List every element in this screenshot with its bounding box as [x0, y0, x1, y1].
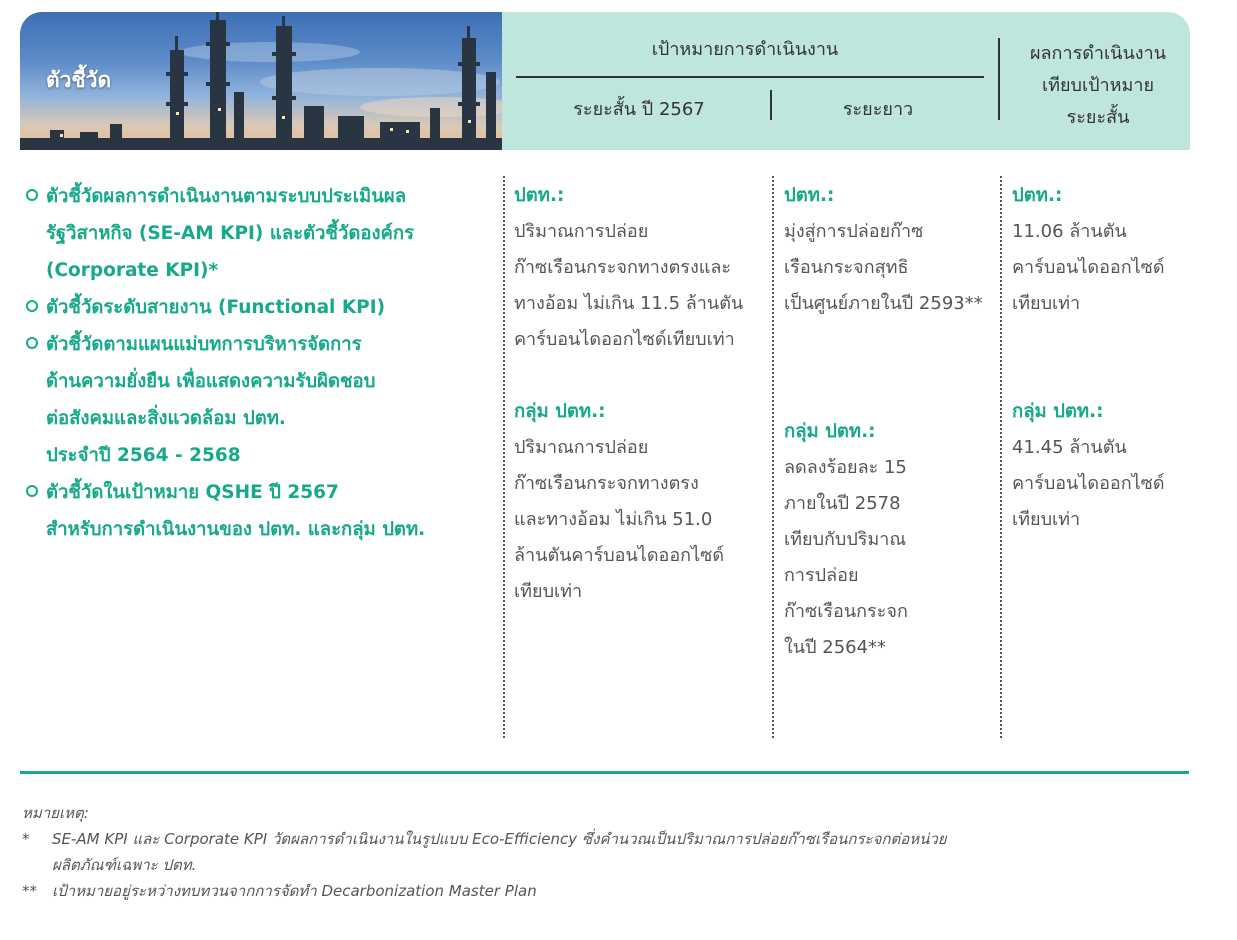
spacer: [784, 322, 983, 394]
target-line: ก๊าซเรือนกระจกทางตรงและ: [514, 257, 732, 278]
kpi-line: ตัวชี้วัดในเป้าหมาย QSHE ปี 2567: [46, 482, 339, 503]
result-line: เทียบเท่า: [1012, 509, 1081, 530]
target-line: เทียบเท่า: [514, 581, 583, 602]
target-line: ก๊าซเรือนกระจกทางตรง: [514, 473, 699, 494]
target-line: เทียบกับปริมาณ: [784, 529, 907, 550]
target-column-title: เป้าหมายการดำเนินงาน: [651, 39, 839, 60]
ptt-group-label: กลุ่ม ปตท.:: [514, 401, 606, 422]
kpi-item: [24, 178, 504, 289]
footnote-item: [22, 826, 1202, 878]
result-line: 11.06 ล้านตัน: [1012, 221, 1127, 242]
bullet-circle-icon: [26, 337, 38, 349]
result-line: คาร์บอนไดออกไซด์: [1012, 257, 1165, 278]
long-term-column: [784, 178, 983, 666]
table-header: [20, 12, 1190, 150]
kpi-line: ตัวชี้วัดระดับสายงาน (Functional KPI): [46, 297, 386, 318]
target-line: การปล่อย: [784, 565, 859, 586]
kpi-item: [24, 289, 504, 326]
header-divider-vertical-result: [998, 38, 1000, 120]
target-line: ในปี 2564**: [784, 637, 887, 658]
ptt-group-label: กลุ่ม ปตท.:: [784, 421, 876, 442]
result-title-line: ระยะสั้น: [1066, 107, 1130, 128]
ptt-label: ปตท.:: [784, 185, 835, 206]
ptt-group-label: กลุ่ม ปตท.:: [1012, 401, 1104, 422]
kpi-line: ต่อสังคมและสิ่งแวดล้อม ปตท.: [46, 408, 286, 429]
footnote-line: SE-AM KPI และ Corporate KPI วัดผลการดำเนินงานในรูปแบบ Eco-Efficiency ซึ่งคำนวณเป็นปริมาณการปล่อยก๊าซเรือนกระจกต่อหน่วย: [52, 830, 947, 848]
kpi-line: (Corporate KPI)*: [46, 260, 219, 281]
target-line: ปริมาณการปล่อย: [514, 221, 649, 242]
kpi-item: [24, 474, 504, 548]
target-line: ภายในปี 2578: [784, 493, 901, 514]
long-term-column-title: ระยะยาว: [842, 99, 914, 120]
ptt-label: ปตท.:: [514, 185, 565, 206]
kpi-line: ตัวชี้วัดตามแผนแม่บทการบริหารจัดการ: [46, 334, 362, 355]
footnote-line: ผลิตภัณฑ์เฉพาะ ปตท.: [52, 856, 197, 874]
footnote-mark: **: [22, 882, 37, 900]
column-divider-dotted: [1000, 176, 1002, 738]
footnote-line: เป้าหมายอยู่ระหว่างทบทวนจากการจัดทำ Decarbonization Master Plan: [52, 882, 537, 900]
footer-divider: [20, 771, 1189, 774]
short-term-column: [514, 178, 743, 610]
short-term-column-title: ระยะสั้น ปี 2567: [573, 99, 705, 120]
result-line: 41.45 ล้านตัน: [1012, 437, 1127, 458]
target-line: มุ่งสู่การปล่อยก๊าซ: [784, 221, 924, 242]
target-line: และทางอ้อม ไม่เกิน 51.0: [514, 509, 713, 530]
footnotes-heading: หมายเหตุ:: [22, 804, 89, 822]
bullet-circle-icon: [26, 300, 38, 312]
target-line: ปริมาณการปล่อย: [514, 437, 649, 458]
kpi-line: ตัวชี้วัดผลการดำเนินงานตามระบบประเมินผล: [46, 186, 407, 207]
result-column-title: [1006, 38, 1190, 134]
spacer: [514, 358, 743, 394]
footnote-mark: *: [22, 830, 30, 848]
column-divider-dotted: [503, 176, 505, 738]
kpi-line: ด้านความยั่งยืน เพื่อแสดงความรับผิดชอบ: [46, 371, 376, 392]
result-line: คาร์บอนไดออกไซด์: [1012, 473, 1165, 494]
target-line: เป็นศูนย์ภายในปี 2593**: [784, 293, 983, 314]
kpi-line: รัฐวิสาหกิจ (SE-AM KPI) และตัวชี้วัดองค์กร: [46, 223, 415, 244]
bullet-circle-icon: [26, 189, 38, 201]
kpi-line: สำหรับการดำเนินงานของ ปตท. และกลุ่ม ปตท.: [46, 519, 426, 540]
target-line: ทางอ้อม ไม่เกิน 11.5 ล้านตัน: [514, 293, 744, 314]
footnote-item: [22, 878, 1202, 904]
kpi-list: [24, 178, 504, 548]
refinery-photo: [20, 12, 502, 150]
column-divider-dotted: [772, 176, 774, 738]
result-title-line: ผลการดำเนินงาน: [1029, 43, 1166, 64]
target-line: ลดลงร้อยละ 15: [784, 457, 907, 478]
ptt-label: ปตท.:: [1012, 185, 1063, 206]
footnotes: [22, 800, 1202, 904]
target-line: ก๊าซเรือนกระจก: [784, 601, 908, 622]
result-line: เทียบเท่า: [1012, 293, 1081, 314]
spacer: [1012, 322, 1165, 394]
results-column: [1012, 178, 1165, 538]
bullet-circle-icon: [26, 485, 38, 497]
kpi-item: [24, 326, 504, 474]
result-title-line: เทียบเป้าหมาย: [1041, 75, 1155, 96]
target-line: เรือนกระจกสุทธิ: [784, 257, 909, 278]
target-line: คาร์บอนไดออกไซด์เทียบเท่า: [514, 329, 735, 350]
header-divider-horizontal: [516, 76, 984, 78]
kpi-column-title: ตัวชี้วัด: [46, 68, 112, 92]
kpi-line: ประจำปี 2564 - 2568: [46, 445, 241, 466]
target-line: ล้านตันคาร์บอนไดออกไซด์: [514, 545, 725, 566]
